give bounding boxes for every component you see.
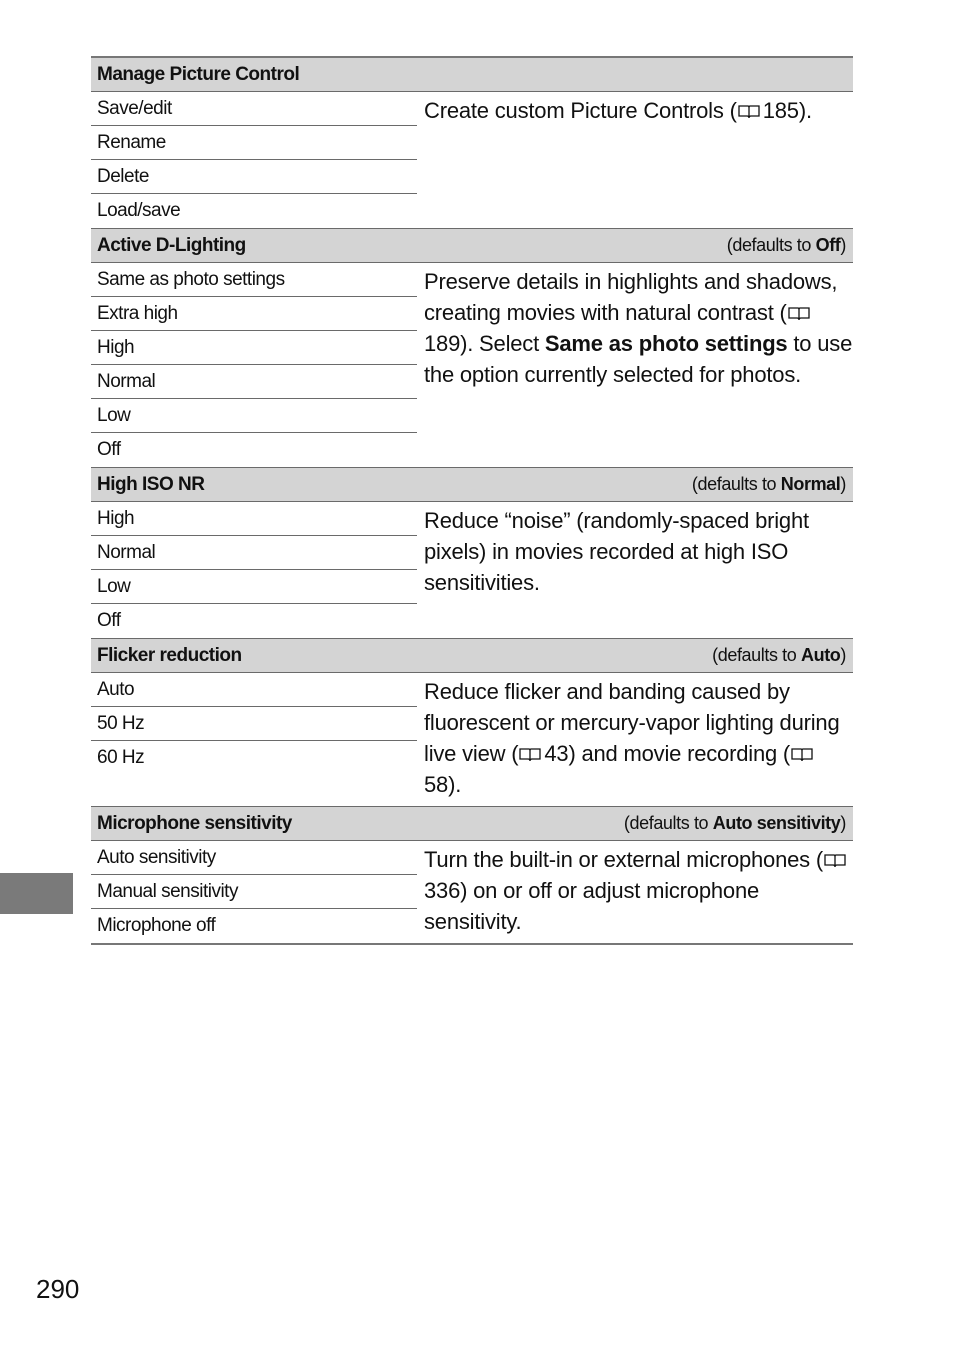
page-reference-icon — [791, 747, 813, 762]
option-item: Rename — [91, 126, 417, 160]
option-description — [417, 502, 853, 638]
option-list — [91, 92, 417, 228]
movie-settings-table — [91, 56, 853, 945]
page-reference-icon — [824, 853, 846, 868]
description-text: Create custom Picture Controls ( — [424, 98, 737, 123]
default-value: Normal — [780, 474, 841, 494]
option-item: Extra high — [91, 297, 417, 331]
default-prefix: (defaults to — [712, 645, 801, 665]
description-reference: 336) on or off or adjust microphone sensitivity. — [424, 878, 760, 934]
option-item: Microphone off — [97, 915, 216, 936]
option-item: Load/save — [97, 200, 181, 221]
section-body-manage-picture-control — [91, 92, 853, 229]
option-item: High — [91, 502, 417, 536]
page-reference-icon — [788, 306, 810, 321]
option-item: Off — [97, 439, 121, 460]
section-body-microphone-sensitivity — [91, 841, 853, 945]
option-item: Normal — [91, 365, 417, 399]
default-note — [692, 474, 846, 495]
default-suffix: ) — [840, 645, 846, 665]
section-body-high-iso-nr — [91, 502, 853, 639]
section-body-flicker-reduction — [91, 673, 853, 807]
option-item: Save/edit — [91, 92, 417, 126]
default-value: Off — [815, 235, 841, 255]
page-reference-icon — [519, 747, 541, 762]
section-body-active-d-lighting — [91, 263, 853, 468]
description-reference: 185). — [762, 98, 812, 123]
page-number: 290 — [36, 1274, 80, 1304]
section-header-flicker-reduction — [91, 639, 853, 673]
option-description — [417, 92, 853, 228]
option-item: Same as photo settings — [91, 263, 417, 297]
option-item: Normal — [91, 536, 417, 570]
option-item: High — [91, 331, 417, 365]
section-header-active-d-lighting — [91, 229, 853, 263]
section-header-high-iso-nr — [91, 468, 853, 502]
option-item: 60 Hz — [97, 747, 145, 768]
option-description — [417, 263, 853, 467]
description-bold-term: Same as photo settings — [544, 331, 788, 356]
option-item: Delete — [91, 160, 417, 194]
default-note — [727, 235, 846, 256]
section-title: Flicker reduction — [97, 644, 242, 666]
description-reference: 189). Select — [424, 331, 545, 356]
description-text: to use the option currently selected for photos. — [424, 331, 853, 387]
option-list — [91, 263, 417, 467]
option-item: Low — [91, 399, 417, 433]
option-description — [417, 673, 853, 806]
option-item: 50 Hz — [91, 707, 417, 741]
option-item: Off — [97, 610, 121, 631]
default-value: Auto — [801, 645, 841, 665]
option-item: Auto — [91, 673, 417, 707]
option-description — [417, 841, 853, 943]
option-list — [91, 841, 417, 943]
option-item: Manual sensitivity — [91, 875, 417, 909]
option-item: Low — [91, 570, 417, 604]
option-list — [91, 502, 417, 638]
description-text: Reduce “noise” (randomly-spaced bright pixels) in movies recorded at high ISO sensitivities. — [424, 508, 809, 595]
option-list — [91, 673, 417, 806]
default-prefix: (defaults to — [623, 813, 713, 833]
default-value: Auto sensitivity — [712, 813, 841, 833]
section-header-manage-picture-control — [91, 58, 853, 92]
default-note — [624, 813, 846, 834]
description-reference: 58). — [424, 772, 462, 797]
default-suffix: ) — [840, 235, 846, 255]
page-reference-icon — [738, 104, 760, 119]
description-reference: 43) and movie recording ( — [544, 741, 791, 766]
section-title: Manage Picture Control — [97, 63, 300, 85]
default-prefix: (defaults to — [691, 474, 781, 494]
section-title: Active D-Lighting — [97, 234, 246, 256]
default-suffix: ) — [840, 474, 846, 494]
section-title: Microphone sensitivity — [97, 812, 292, 834]
default-note — [712, 645, 846, 666]
default-suffix: ) — [840, 813, 846, 833]
section-header-microphone-sensitivity — [91, 807, 853, 841]
description-text: Turn the built-in or external microphones ( — [424, 847, 823, 872]
default-prefix: (defaults to — [726, 235, 816, 255]
description-text: Preserve details in highlights and shadows, creating movies with natural contrast ( — [424, 269, 838, 325]
description-text: Reduce flicker and banding caused by fluorescent or mercury-vapor lighting during live view ( — [424, 679, 840, 766]
option-item: Auto sensitivity — [91, 841, 417, 875]
chapter-tab — [0, 873, 73, 914]
section-title: High ISO NR — [97, 473, 205, 495]
